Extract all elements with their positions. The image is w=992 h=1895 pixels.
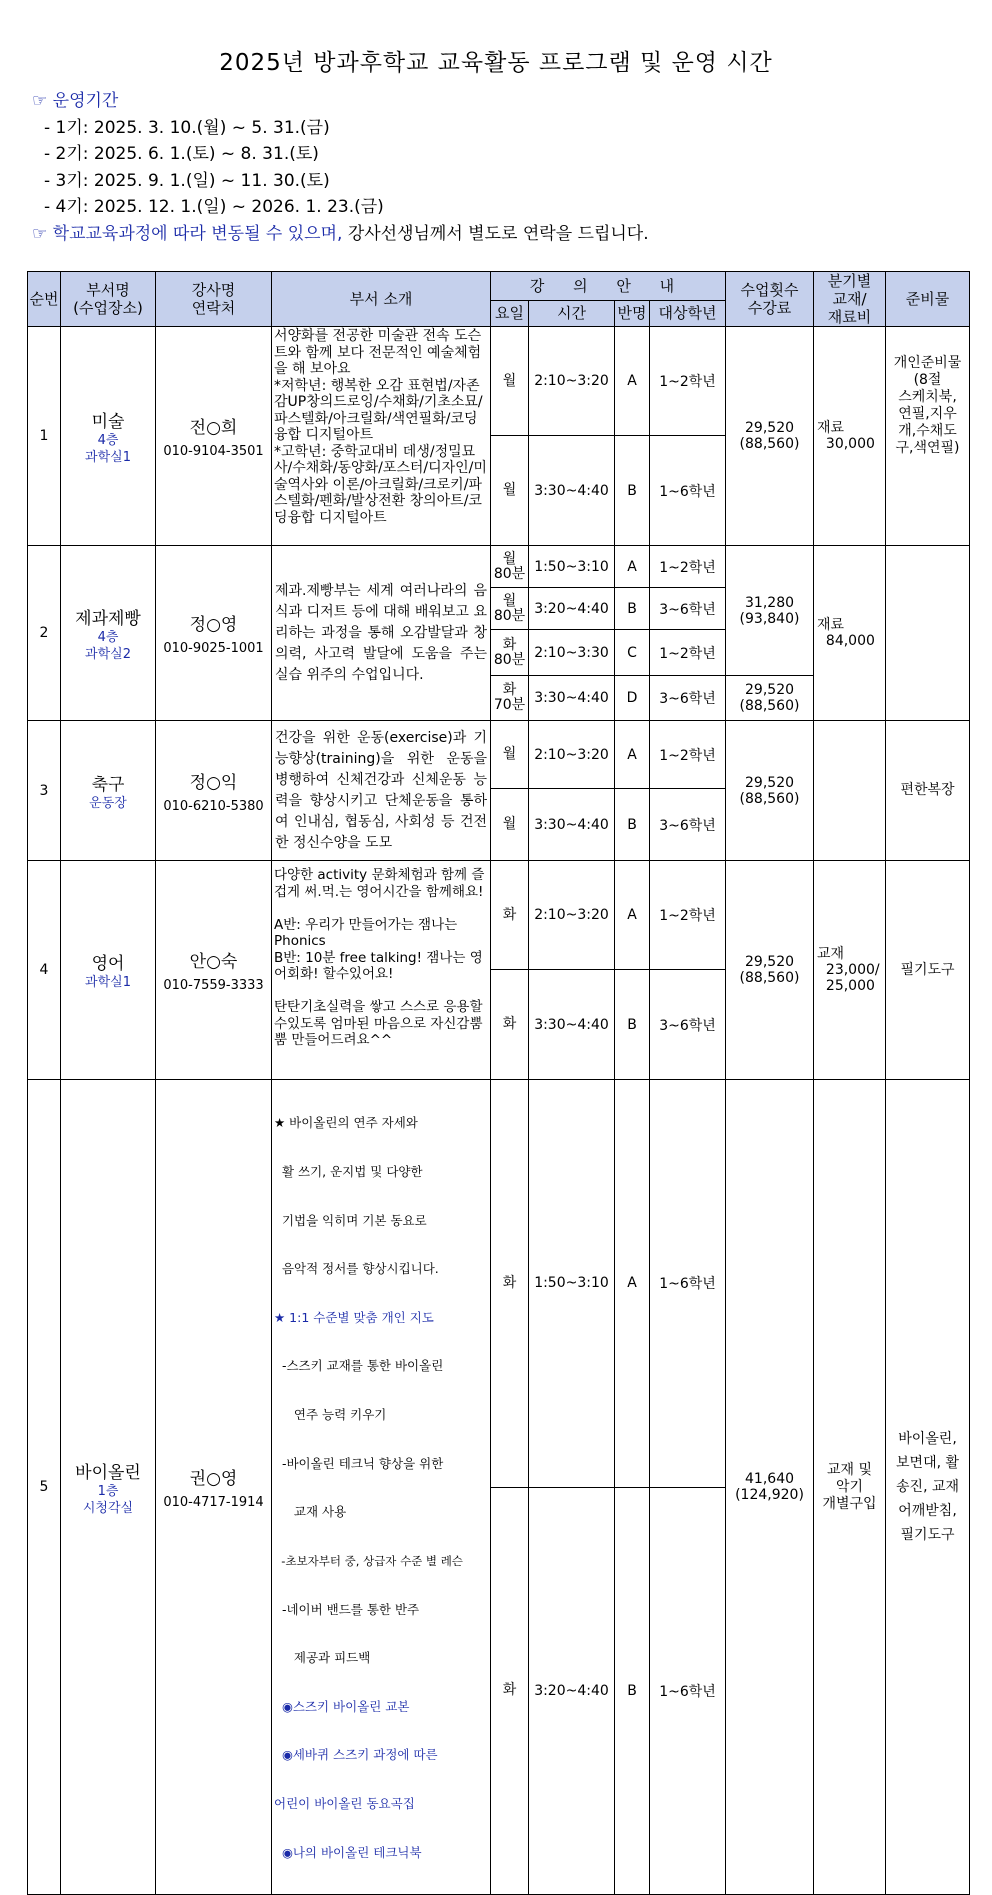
teacher-cell: 안○숙 010-7559-3333	[156, 861, 272, 1080]
period-note	[32, 221, 649, 248]
session-grade: 1~2학년	[650, 546, 726, 588]
session-class: A	[615, 1080, 650, 1488]
desc-line: -네이버 밴드를 통한 반주	[274, 1601, 420, 1617]
session-day: 화 80분	[491, 630, 529, 676]
session-grade: 1~2학년	[650, 327, 726, 436]
desc-line: 기법을 익히며 기본 동요로	[274, 1212, 427, 1228]
session-grade: 1~6학년	[650, 1080, 726, 1488]
session-time: 2:10~3:20	[529, 721, 615, 789]
teacher-cell: 정○영 010-9025-1001	[156, 546, 272, 721]
prep-items	[886, 546, 970, 721]
table-row	[28, 721, 970, 789]
header-class: 반명	[615, 300, 650, 326]
dept-description: 다양한 activity 문화체험과 함께 즐겁게 써.먹.는 영어시간을 함께해요! A반: 우리가 만들어가는 잼나는 Phonics B반: 10분 free talking! 잼나는 영어회화! 할수있어요! 탄탄기초실력을 쌓고 스스로 응용할수있도록 엄마된 마음으로 자신감뿜뿜 만들어드려요^^	[272, 861, 491, 1080]
header-grade: 대상학년	[650, 300, 726, 326]
desc-line: -바이올린 테크닉 향상을 위한	[274, 1455, 444, 1471]
header-intro: 부서 소개	[272, 272, 491, 327]
program-table	[27, 271, 970, 1895]
desc-line: ◉세바퀴 스즈키 과정에 따른	[274, 1747, 438, 1763]
period-item-1: - 1기: 2025. 3. 10.(월) ~ 5. 31.(금)	[44, 117, 330, 138]
period-item-4: - 4기: 2025. 12. 1.(일) ~ 2026. 1. 23.(금)	[44, 197, 384, 217]
desc-line: ★ 바이올린의 연주 자세와	[274, 1115, 418, 1131]
desc-line: ★ 1:1 수준별 맞춤 개인 지도	[274, 1309, 434, 1325]
session-day: 월 80분	[491, 588, 529, 630]
session-day: 월	[491, 789, 529, 861]
session-time: 3:30~4:40	[529, 789, 615, 861]
session-grade: 3~6학년	[650, 789, 726, 861]
fee-cell: 29,520 (88,560)	[726, 676, 814, 721]
session-time: 2:10~3:30	[529, 630, 615, 676]
teacher-cell: 정○익 010-6210-5380	[156, 721, 272, 861]
dept-description: 건강을 위한 운동(exercise)과 기능향상(training)을 위한 운동을 병행하여 신체건강과 신체운동 능력을 향상시키고 단체운동을 통하여 인내심, 협동심, 사회성 등 건전한 정신수양을 도모	[272, 721, 491, 861]
material-cost: 교재 및 악기 개별구입	[814, 1080, 886, 1895]
fee-cell: 31,280 (93,840)	[726, 546, 814, 676]
session-day: 화	[491, 1487, 529, 1895]
material-cost: 재료 84,000	[814, 546, 886, 721]
row-number: 2	[28, 546, 61, 721]
header-count: 수업횟수 수강료	[726, 272, 814, 327]
desc-line: -스즈키 교재를 통한 바이올린	[274, 1358, 444, 1374]
period-item-2: - 2기: 2025. 6. 1.(토) ~ 8. 31.(토)	[44, 144, 319, 164]
desc-line: ◉나의 바이올린 테크닉북	[274, 1844, 422, 1860]
session-grade: 1~6학년	[650, 436, 726, 546]
desc-line: 음악적 정서를 향상시킵니다.	[274, 1261, 439, 1277]
session-grade: 3~6학년	[650, 676, 726, 721]
desc-line: 제공과 피드백	[274, 1650, 371, 1666]
session-day: 월 80분	[491, 546, 529, 588]
session-time: 2:10~3:20	[529, 861, 615, 970]
session-grade: 1~2학년	[650, 630, 726, 676]
session-day: 월	[491, 327, 529, 436]
table-row	[28, 1080, 970, 1488]
session-class: B	[615, 436, 650, 546]
session-time: 1:50~3:10	[529, 1080, 615, 1488]
session-time: 3:30~4:40	[529, 676, 615, 721]
operation-period	[32, 88, 649, 247]
session-class: A	[615, 861, 650, 970]
row-number: 4	[28, 861, 61, 1080]
prep-items: 필기도구	[886, 861, 970, 1080]
header-guide: 강 의 안 내	[491, 272, 726, 301]
header-time: 시간	[529, 300, 615, 326]
desc-line: 어린이 바이올린 동요곡집	[274, 1795, 415, 1811]
prep-items: 바이올린, 보면대, 활 송진, 교재 어깨받침, 필기도구	[886, 1080, 970, 1895]
session-time: 2:10~3:20	[529, 327, 615, 436]
session-day: 월	[491, 436, 529, 546]
material-cost: 재료 30,000	[814, 327, 886, 546]
desc-line: -초보자부터 중, 상급자 수준 별 레슨	[274, 1553, 463, 1568]
material-cost	[814, 721, 886, 861]
session-class: B	[615, 1487, 650, 1895]
session-time: 3:30~4:40	[529, 970, 615, 1080]
period-note-rest: 강사선생님께서 별도로 연락을 드립니다.	[342, 223, 649, 244]
session-class: B	[615, 588, 650, 630]
session-class: A	[615, 721, 650, 789]
header-day: 요일	[491, 300, 529, 326]
session-class: B	[615, 970, 650, 1080]
header-dept: 부서명 (수업장소)	[61, 272, 156, 327]
teacher-cell: 권○영 010-4717-1914	[156, 1080, 272, 1895]
prep-items: 편한복장	[886, 721, 970, 861]
table-row	[28, 546, 970, 588]
dept-cell: 미술 4층 과학실1	[61, 327, 156, 546]
session-time: 3:30~4:40	[529, 436, 615, 546]
table-row	[28, 861, 970, 970]
session-grade: 1~2학년	[650, 861, 726, 970]
row-number: 5	[28, 1080, 61, 1895]
fee-cell: 29,520 (88,560)	[726, 861, 814, 1080]
fee-cell: 29,520 (88,560)	[726, 721, 814, 861]
period-item-3: - 3기: 2025. 9. 1.(일) ~ 11. 30.(토)	[44, 170, 330, 191]
session-day: 화	[491, 861, 529, 970]
fee-cell: 29,520 (88,560)	[726, 327, 814, 546]
dept-description: 제과.제빵부는 세계 여러나라의 음식과 디저트 등에 대해 배워보고 요리하는 과정을 통해 오감발달과 창의력, 사고력 발달에 도움을 주는 실습 위주의 수업입니다.	[272, 546, 491, 721]
material-cost: 교재 23,000/ 25,000	[814, 861, 886, 1080]
session-grade: 1~2학년	[650, 721, 726, 789]
desc-line: ◉스즈키 바이올린 교본	[274, 1698, 410, 1714]
session-grade: 3~6학년	[650, 970, 726, 1080]
teacher-cell: 전○희 010-9104-3501	[156, 327, 272, 546]
session-day: 화 70분	[491, 676, 529, 721]
session-class: C	[615, 630, 650, 676]
session-class: A	[615, 327, 650, 436]
session-day: 월	[491, 721, 529, 789]
dept-cell: 바이올린 1층 시청각실	[61, 1080, 156, 1895]
session-time: 3:20~4:40	[529, 1487, 615, 1895]
row-number: 1	[28, 327, 61, 546]
dept-cell: 축구 운동장	[61, 721, 156, 861]
desc-line: 연주 능력 키우기	[274, 1407, 387, 1423]
session-class: D	[615, 676, 650, 721]
session-grade: 1~6학년	[650, 1487, 726, 1895]
fee-cell: 41,640 (124,920)	[726, 1080, 814, 1895]
page-title: 2025년 방과후학교 교육활동 프로그램 및 운영 시간	[219, 50, 773, 76]
session-grade: 3~6학년	[650, 588, 726, 630]
session-class: A	[615, 546, 650, 588]
session-day: 화	[491, 970, 529, 1080]
desc-line: 교재 사용	[274, 1504, 347, 1520]
desc-line: 활 쓰기, 운지법 및 다양한	[274, 1164, 423, 1180]
header-material: 분기별 교재/ 재료비	[814, 272, 886, 327]
table-row	[28, 327, 970, 436]
period-heading: ☞ 운영기간	[32, 91, 119, 111]
dept-description: 서양화를 전공한 미술관 전속 도슨트와 함께 보다 전문적인 예술체험을 해 보아요 *저학년: 행복한 오감 표현법/자존감UP창의드로잉/수채화/기초소묘/파스텔화/아크릴화/색연필화/코딩융합 디지털아트 *고학년: 중학교대비 데생/정밀묘사/수채화/동양화/포스터/디자인/미술역사와 이론/아크릴화/크로키/파스텔화/펜화/발상전환 창의아트/코딩융합 디지털아트	[272, 327, 491, 546]
dept-description	[272, 1080, 491, 1895]
period-note-highlight: ☞ 학교교육과정에 따라 변동될 수 있으며,	[32, 223, 343, 244]
header-prep: 준비물	[886, 272, 970, 327]
dept-cell: 제과제빵 4층 과학실2	[61, 546, 156, 721]
session-day: 화	[491, 1080, 529, 1488]
header-no: 순번	[28, 272, 61, 327]
session-time: 3:20~4:40	[529, 588, 615, 630]
dept-cell: 영어 과학실1	[61, 861, 156, 1080]
row-number: 3	[28, 721, 61, 861]
session-time: 1:50~3:10	[529, 546, 615, 588]
header-teacher: 강사명 연락처	[156, 272, 272, 327]
session-class: B	[615, 789, 650, 861]
prep-items: 개인준비물 (8절 스케치북, 연필,지우 개,수채도 구,색연필)	[886, 327, 970, 546]
